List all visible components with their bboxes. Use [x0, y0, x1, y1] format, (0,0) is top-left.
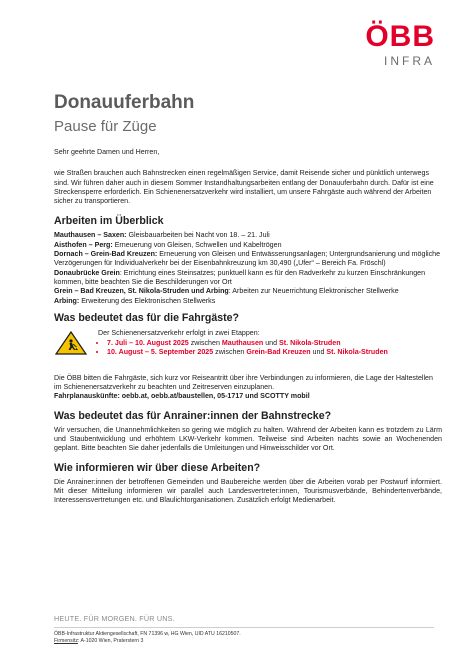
footer-legal: [54, 631, 434, 645]
page-subtitle: Pause für Züge: [54, 118, 157, 135]
company-address: [54, 638, 434, 645]
works-item-place: Arbing:: [54, 296, 80, 305]
company-register: ÖBB-Infrastruktur Aktiengesellschaft, FN 71396 w, HG Wien, UID ATU 16210507.: [54, 631, 241, 637]
passenger-text: [98, 329, 442, 358]
logo-mark: ÖBB: [365, 20, 435, 53]
timetable-contacts: Fahrplanauskünfte: oebb.at, oebb.at/baustellen, 05-1717 und SCOTTY mobil: [54, 392, 310, 401]
page-title: Donauuferbahn: [54, 92, 195, 113]
oebb-infra-logo: [323, 22, 435, 68]
works-item-text: Erneuerung von Gleisen, Schwellen und Kabeltrögen: [112, 240, 282, 249]
works-item: [54, 297, 442, 306]
stage-list: [98, 339, 442, 358]
stage-to: St. Nikola-Struden: [326, 348, 388, 357]
passenger-info: [54, 329, 442, 371]
works-list: [54, 231, 442, 305]
residents-heading: Was bedeutet das für Anrainer:innen der Bahnstrecke?: [54, 409, 332, 422]
residents-paragraph: Wir versuchen, die Unannehmlichkeiten so gering wie möglich zu halten. Während der Arbeiten kann es trotzdem zu Lärm und Staubentwicklung und erhöhtem LKW-Verkehr kommen. Teilweise sind Arbeiten nachts sowie an Wochenenden geplant. Bitte beachten Sie daher jedenfalls die Umleitungen und Hinweisschilder vor Ort.: [54, 425, 442, 453]
works-item-text: : Arbeiten zur Neuerrichtung Elektronischer Stellwerke: [228, 287, 399, 296]
works-heading: Arbeiten im Überblick: [54, 215, 164, 228]
works-item: [54, 241, 442, 250]
intro-paragraph: wie Straßen brauchen auch Bahnstrecken einen regelmäßigen Service, damit Reisende sicher und pünktlich unterwegs sind. Wir führen daher auch in diesem Sommer Instandhaltungsarbeiten entlang der Donauuferbahn durch. Dafür ist eine Streckensperre erforderlich. Ein Schienenersatzverkehr wird installiert, um unsere Fahrgäste auch während der Arbeiten sicher zu transportieren.: [54, 169, 434, 206]
works-item-text: Erneuerung von Gleisen und Entwässerungsanlagen; Untergrundsanierung und mögliche Verzögerungen für Individualverkehr bei der Eisenbahnkreuzung km 30,490 („Ufer“ – Bereich Fa. Fröschl): [54, 250, 441, 268]
address-label: Firmensitz: [54, 638, 78, 644]
works-item-text: Gleisbauarbeiten bei Nacht von 18. – 21. Juli: [126, 231, 270, 240]
works-item-text: : Errichtung eines Steinsatzes; punktuell kann es für den Radverkehr zu kurzen Einschränkungen kommen, bitte beachten Sie die Beschilderungen vor Ort: [54, 268, 426, 286]
passengers-heading: Was bedeutet das für die Fahrgäste?: [54, 311, 240, 324]
stage-item: • 10. August – 5. September 2025 zwischen Grein-Bad Kreuzen und St. Nikola-Struden: [107, 348, 442, 357]
footer-divider: [54, 627, 434, 628]
works-item-text: Erweiterung des Elektronischen Stellwerks: [79, 296, 216, 305]
stage-dates: 7. Juli – 10. August 2025: [107, 339, 189, 348]
stage-item: • 7. Juli – 10. August 2025 zwischen Mauthausen und St. Nikola-Struden: [107, 339, 442, 348]
works-item-place: Dornach – Grein-Bad Kreuzen:: [54, 250, 158, 259]
info-heading: Wie informieren wir über diese Arbeiten?: [54, 461, 261, 474]
works-item-place: Aisthofen – Perg:: [54, 240, 113, 249]
footer: [54, 614, 434, 645]
stage-dates: 10. August – 5. September 2025: [107, 348, 214, 357]
passenger-advice: Die ÖBB bitten die Fahrgäste, sich kurz vor Reiseantritt über ihre Verbindungen zu informieren, die Lage der Haltestellen im Schienenersatzverkehr zu beachten und Zeitreserven einzuplanen.: [54, 373, 433, 392]
works-item-place: Grein – Bad Kreuzen, St. Nikola-Struden und Arbing: [54, 287, 229, 296]
works-item: [54, 269, 442, 288]
info-paragraph: Die Anrainer:innen der betroffenen Gemeinden und Baubereiche werden über die Arbeiten vorab per Postwurf informiert. Mit dieser Mitteilung informieren wir parallel auch Landesvertreter:innen, Tourismusverbände, Behindertenverbände, Interessensvertretungen etc. und Blaulichtorganisationen. Zusätzlich erfolgt Medienarbeit.: [54, 477, 442, 505]
footer-tagline: HEUTE. FÜR MORGEN. FÜR UNS.: [54, 614, 175, 623]
greeting: Sehr geehrte Damen und Herren,: [54, 148, 160, 156]
stage-from: Grein-Bad Kreuzen: [246, 348, 311, 357]
construction-warning-icon: [54, 330, 88, 356]
stage-to: St. Nikola-Struden: [279, 339, 341, 348]
logo-subtitle: INFRA: [384, 54, 435, 68]
works-item-place: Mauthausen – Saxen:: [54, 231, 127, 240]
address-text: : A-1020 Wien, Praterstern 3: [77, 638, 144, 644]
works-item: [54, 231, 442, 240]
stage-from: Mauthausen: [221, 339, 264, 348]
works-item: [54, 250, 442, 269]
content: [54, 92, 442, 506]
passenger-lead: Der Schienenersatzverkehr erfolgt in zwei Etappen:: [98, 328, 260, 337]
works-item-place: Donaubrücke Grein: [54, 268, 120, 277]
works-item: [54, 287, 442, 296]
